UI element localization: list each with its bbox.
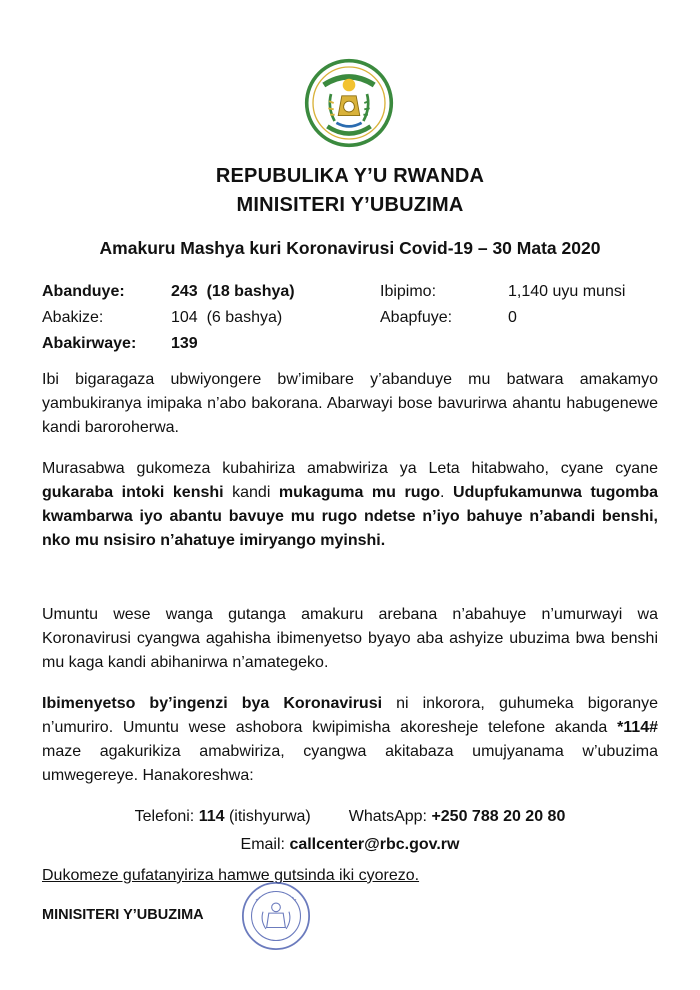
contact-phones <box>0 808 700 826</box>
email-label: Email: <box>240 836 290 853</box>
paragraph-reporting: Umuntu wese wanga gutanga amakuru arebana n’abahuye n’umurwayi wa Koronavirusi cyangwa agahisha ibimenyetso byayo aba ashyize ubuzima bwa benshi mu kaga kandi abihanirwa n’amategeko. <box>42 606 658 671</box>
stat-value-abakize <box>171 309 282 327</box>
page-title: Amakuru Mashya kuri Koronavirusi Covid-19 – 30 Mata 2020 <box>99 238 601 258</box>
stat-new: (18 bashya) <box>206 283 295 300</box>
text-run: maze agakurikiza amabwiriza, cyangwa akitabaza umujyanama w’ubuzima umwegereye. Hanakoreshwa: <box>42 743 658 784</box>
phone-label: Telefoni: <box>134 808 199 825</box>
stat-number: 243 <box>171 283 198 300</box>
rwanda-coat-of-arms-icon <box>304 58 394 148</box>
text-run-bold: Ibimenyetso by’ingenzi bya Koronavirusi <box>42 695 383 712</box>
footer-ministry: MINISITERI Y’UBUZIMA <box>42 907 204 923</box>
stat-number: 104 <box>171 309 198 326</box>
text-run-bold: gukaraba intoki kenshi <box>42 484 224 501</box>
whatsapp-label: WhatsApp: <box>348 808 432 825</box>
text-run: kandi <box>223 484 279 501</box>
text-run: Murasabwa gukomeza kubahiriza amabwiriza ya Leta hitabwaho, cyane cyane <box>42 460 658 477</box>
republic-title: REPUBULIKA Y’U RWANDA <box>215 165 485 187</box>
closing-statement: Dukomeze gufatanyiriza hamwe gutsinda iki cyorezo. <box>42 867 420 884</box>
ministry-title: MINISITERI Y’UBUZIMA <box>236 194 464 216</box>
phone-note: (itishyurwa) <box>224 808 311 825</box>
stats-row <box>42 335 662 361</box>
text-run: . <box>440 484 454 501</box>
stat-value-abapfuye: 0 <box>508 309 517 326</box>
stat-label-abakize: Abakize: <box>42 309 104 326</box>
stat-label-abakirwaye: Abakirwaye: <box>42 335 137 352</box>
paragraph-guidelines <box>42 457 658 553</box>
stat-value-ibipimo: 1,140 uyu munsi <box>508 283 626 300</box>
phone-number[interactable]: 114 <box>198 808 225 825</box>
stat-value-abanduye <box>171 283 295 301</box>
document-header <box>0 162 700 220</box>
stat-new: (6 bashya) <box>206 309 283 326</box>
paragraph-situation: Ibi bigaragaza ubwiyongere bw’imibare y’abanduye mu batwara amakamyo yambukiranya imipaka n’abo bakorana. Abarwayi bose bavurirwa ahantu habugenewe kandi baroroherwa. <box>42 371 658 436</box>
stat-value-abakirwaye: 139 <box>171 335 198 352</box>
stat-label-abapfuye: Abapfuye: <box>380 309 453 326</box>
text-run-bold: mukaguma mu rugo <box>278 484 441 501</box>
email-link[interactable]: callcenter@rbc.gov.rw <box>289 836 460 853</box>
text-run-bold: *114# <box>617 719 658 736</box>
official-stamp-icon <box>240 880 312 952</box>
text-run-bold: Udupfukamunwa tugomba kwambarwa iyo abantu bavuye mu rugo ndetse n’iyo bahuye n’abandi benshi, nko mu nsisiro n’ahatuye imiryango myinshi. <box>42 484 659 549</box>
stats-row <box>42 309 662 335</box>
contact-email <box>0 836 700 854</box>
stat-label-abanduye: Abanduye: <box>42 283 125 300</box>
paragraph-symptoms <box>42 692 658 788</box>
stats-row <box>42 283 662 309</box>
stat-label-ibipimo: Ibipimo: <box>380 283 437 300</box>
whatsapp-number[interactable]: +250 788 20 20 80 <box>431 808 566 825</box>
statistics-block <box>42 283 662 361</box>
text-run: ni inkorora, guhumeka bigoranye n’umuriro. Umuntu wese ashobora kwipimisha akoresheje telefone akanda <box>42 695 658 736</box>
